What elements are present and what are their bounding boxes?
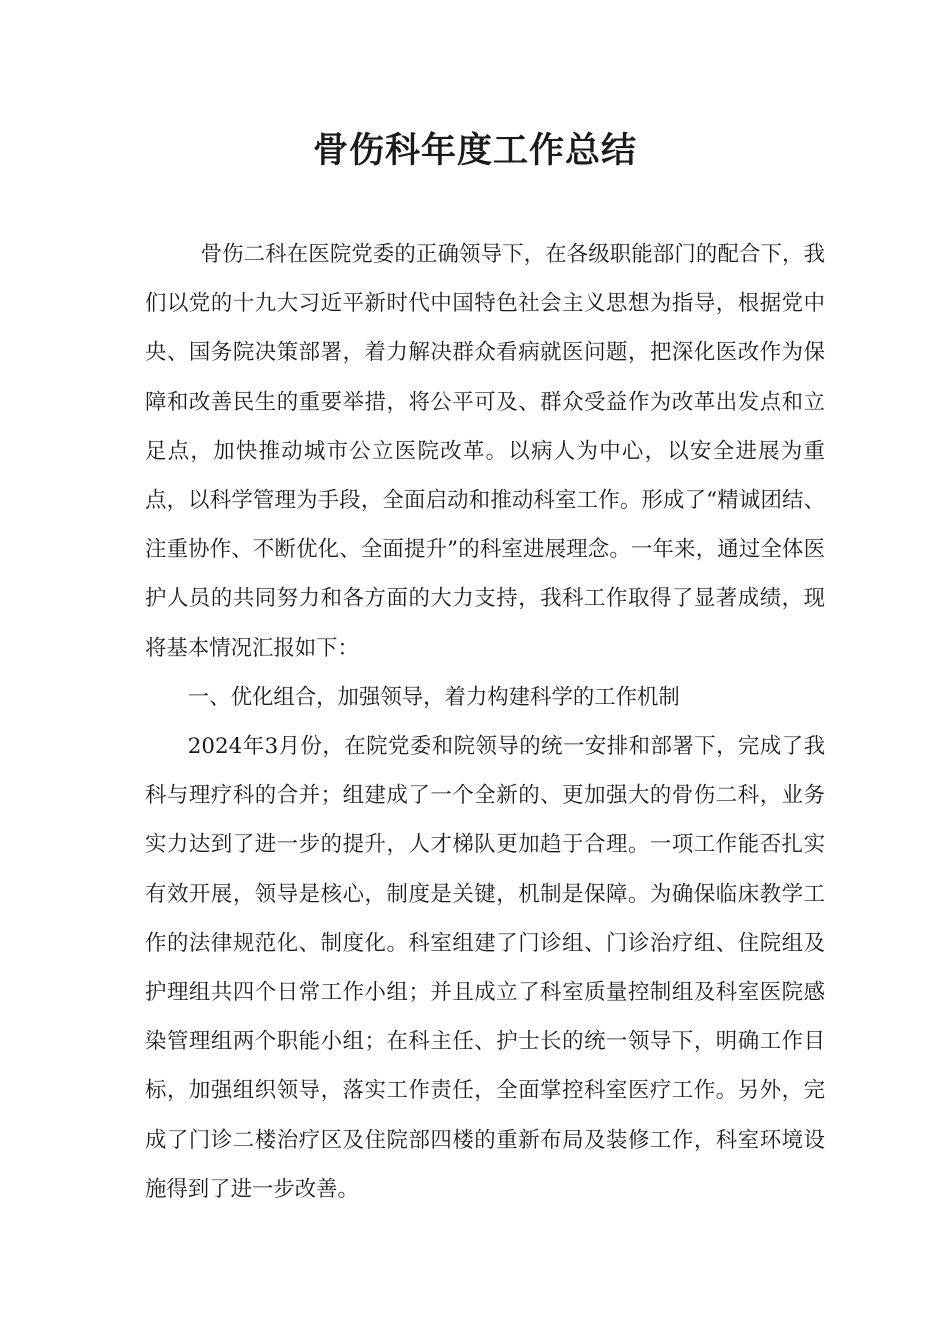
document-body — [145, 230, 825, 1214]
body-paragraph: 2024年3月份，在院党委和院领导的统一安排和部署下，完成了我科与理疗科的合并；组建成了一个全新的、更加强大的骨伤二科，业务实力达到了进一步的提升，人才梯队更加趋于合理。一项工作能否扎实有效开展，领导是核心，制度是关键，机制是保障。为确保临床教学工作的法律规范化、制度化。科室组建了门诊组、门诊治疗组、住院组及护理组共四个日常工作小组；并且成立了科室质量控制组及科室医院感染管理组两个职能小组；在科主任、护士长的统一领导下，明确工作目标，加强组织领导，落实工作责任，全面掌控科室医疗工作。另外，完成了门诊二楼治疗区及住院部四楼的重新布局及装修工作，科室环境设施得到了进一步改善。 — [145, 734, 825, 1202]
intro-paragraph: 骨伤二科在医院党委的正确领导下，在各级职能部门的配合下，我们以党的十九大习近平新时代中国特色社会主义思想为指导，根据党中央、国务院决策部署，着力解决群众看病就医问题，把深化医改作为保障和改善民生的重要举措，将公平可及、群众受益作为改革出发点和立足点，加快推动城市公立医院改革。以病人为中心，以安全进展为重点，以科学管理为手段，全面启动和推动科室工作。形成了“精诚团结、注重协作、不断优化、全面提升”的科室进展理念。一年来，通过全体医护人员的共同努力和各方面的大力支持，我科工作取得了显著成绩，现将基本情况汇报如下： — [145, 242, 825, 661]
section-heading: 一、优化组合，加强领导，着力构建科学的工作机制 — [187, 684, 680, 710]
document-title: 骨伤科年度工作总结 — [312, 131, 637, 171]
